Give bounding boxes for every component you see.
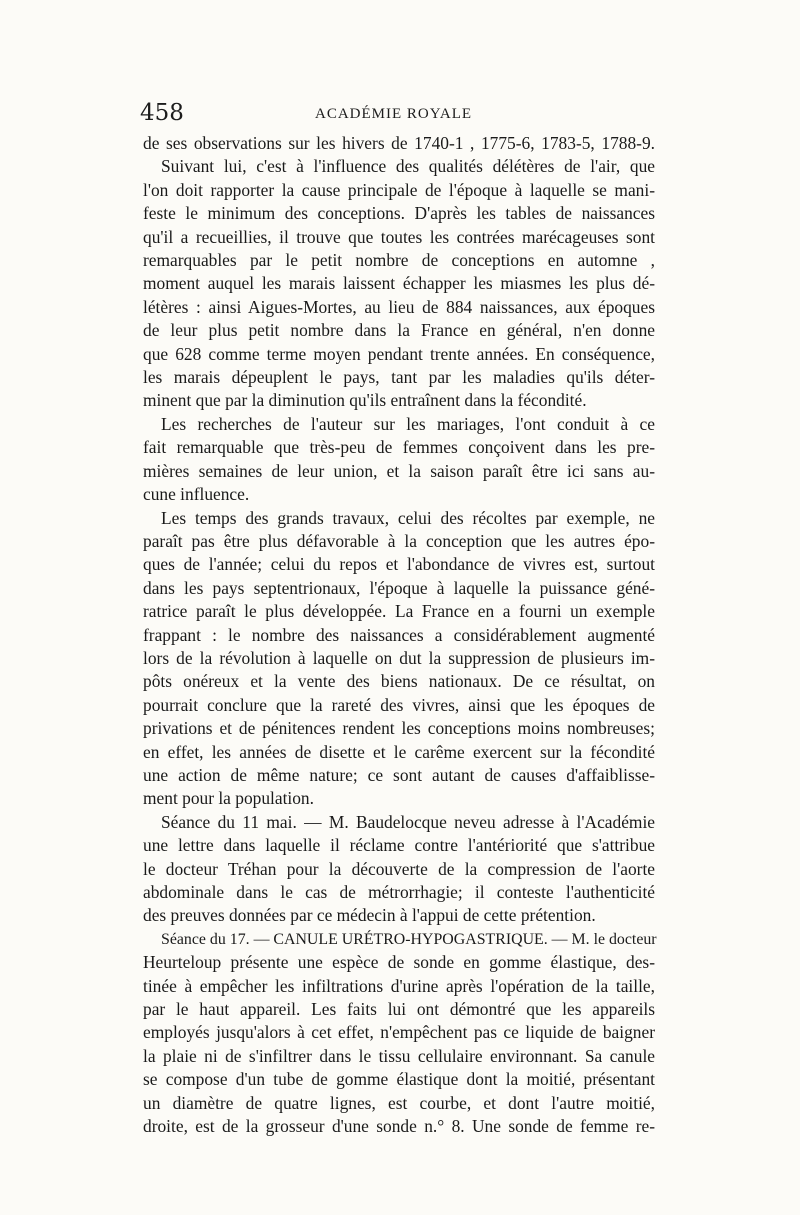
text-line: Les temps des grands travaux, celui des récoltes par exemple, ne bbox=[161, 507, 655, 528]
text-line: abdominale dans le cas de métrorrhagie; il conteste l'authenticité bbox=[143, 882, 655, 902]
text-line: de ses observations sur les hivers de 1740-1 , 1775-6, 1783-5, 1788-9. bbox=[143, 133, 655, 153]
text-line: l'on doit rapporter la cause principale de l'époque à laquelle se mani- bbox=[143, 179, 655, 200]
text-line: pôts onéreux et la vente des biens nationaux. De ce résultat, on bbox=[143, 671, 655, 692]
text-line: feste le minimum des conceptions. D'après les tables de naissances bbox=[143, 203, 655, 224]
running-title: ACADÉMIE ROYALE bbox=[315, 106, 473, 122]
text-line: mières semaines de leur union, et la saison paraît être ici sans au- bbox=[143, 460, 655, 481]
text-line: des preuves données par ce médecin à l'appui de cette prétention. bbox=[143, 905, 596, 926]
text-line: dans les pays septentrionaux, l'époque à laquelle la puissance géné- bbox=[143, 577, 655, 598]
text-line: ment pour la population. bbox=[143, 788, 314, 809]
text-line: les marais dépeuplent le pays, tant par les maladies qu'ils déter- bbox=[143, 367, 655, 388]
text-line: Heurteloup présente une espèce de sonde en gomme élastique, des- bbox=[143, 952, 655, 973]
text-line: privations et de pénitences rendent les conceptions moins nombreuses; bbox=[143, 718, 655, 739]
text-line: fait remarquable que très-peu de femmes conçoivent dans les pre- bbox=[143, 437, 655, 458]
text-line: en effet, les années de disette et le carême exercent sur la fécondité bbox=[143, 741, 655, 762]
body-text bbox=[143, 132, 655, 1138]
text-line: pourrait conclure que la rareté des vivres, ainsi que les époques de bbox=[143, 694, 655, 715]
text-line: lors de la révolution à laquelle on dut la suppression de plusieurs im- bbox=[143, 647, 655, 668]
text-line: droite, est de la grosseur d'une sonde n.° 8. Une sonde de femme re- bbox=[143, 1116, 655, 1137]
text-line: remarquables par le petit nombre de conceptions en automne , bbox=[143, 250, 655, 271]
text-line: ratrice paraît le plus développée. La France en a fourni un exemple bbox=[143, 601, 655, 622]
text-line: une lettre dans laquelle il réclame contre l'antériorité que s'attribue bbox=[143, 835, 655, 856]
text-line: Séance du 11 mai. — M. Baudelocque neveu adresse à l'Académie bbox=[161, 811, 655, 832]
text-line: paraît pas être plus défavorable à la conception que les autres épo- bbox=[143, 530, 655, 551]
text-line: de leur plus petit nombre dans la France en général, n'en donne bbox=[143, 320, 655, 341]
text-line: minent que par la diminution qu'ils entraînent dans la fécondité. bbox=[143, 390, 587, 411]
text-line: moment auquel les marais laissent échapper les miasmes les plus dé- bbox=[143, 273, 655, 294]
text-line: un diamètre de quatre lignes, est courbe, et dont l'autre moitié, bbox=[143, 1092, 655, 1113]
text-line: frappant : le nombre des naissances a considérablement augmenté bbox=[143, 624, 655, 645]
page-header bbox=[140, 100, 660, 134]
text-line: Les recherches de l'auteur sur les mariages, l'ont conduit à ce bbox=[161, 413, 655, 434]
text-line: une action de même nature; ce sont autant de causes d'affaiblisse- bbox=[143, 764, 655, 785]
text-line: par le haut appareil. Les faits lui ont démontré que les appareils bbox=[143, 999, 655, 1020]
page-number: 458 bbox=[140, 100, 184, 126]
text-line: qu'il a recueillies, il trouve que toutes les contrées marécageuses sont bbox=[143, 226, 655, 247]
text-line: le docteur Tréhan pour la découverte de la compression de l'aorte bbox=[143, 858, 655, 879]
text-line: employés jusqu'alors à cet effet, n'empêchent pas ce liquide de baigner bbox=[143, 1022, 655, 1043]
text-line: Suivant lui, c'est à l'influence des qualités délétères de l'air, que bbox=[161, 156, 655, 177]
text-line: Séance du 17. — CANULE URÉTRO-HYPOGASTRIQUE. — M. le docteur bbox=[161, 930, 657, 948]
text-line: la plaie ni de s'infiltrer dans le tissu cellulaire environnant. Sa canule bbox=[143, 1045, 655, 1066]
text-line: cune influence. bbox=[143, 484, 250, 505]
text-line: tinée à empêcher les infiltrations d'urine après l'opération de la taille, bbox=[143, 975, 655, 996]
text-line: ques de l'année; celui du repos et l'abondance de vivres est, surtout bbox=[143, 554, 655, 575]
text-line: se compose d'un tube de gomme élastique dont la moitié, présentant bbox=[143, 1069, 655, 1090]
text-line: létères : ainsi Aigues-Mortes, au lieu de 884 naissances, aux époques bbox=[143, 296, 655, 317]
text-line: que 628 comme terme moyen pendant trente années. En conséquence, bbox=[143, 343, 655, 364]
